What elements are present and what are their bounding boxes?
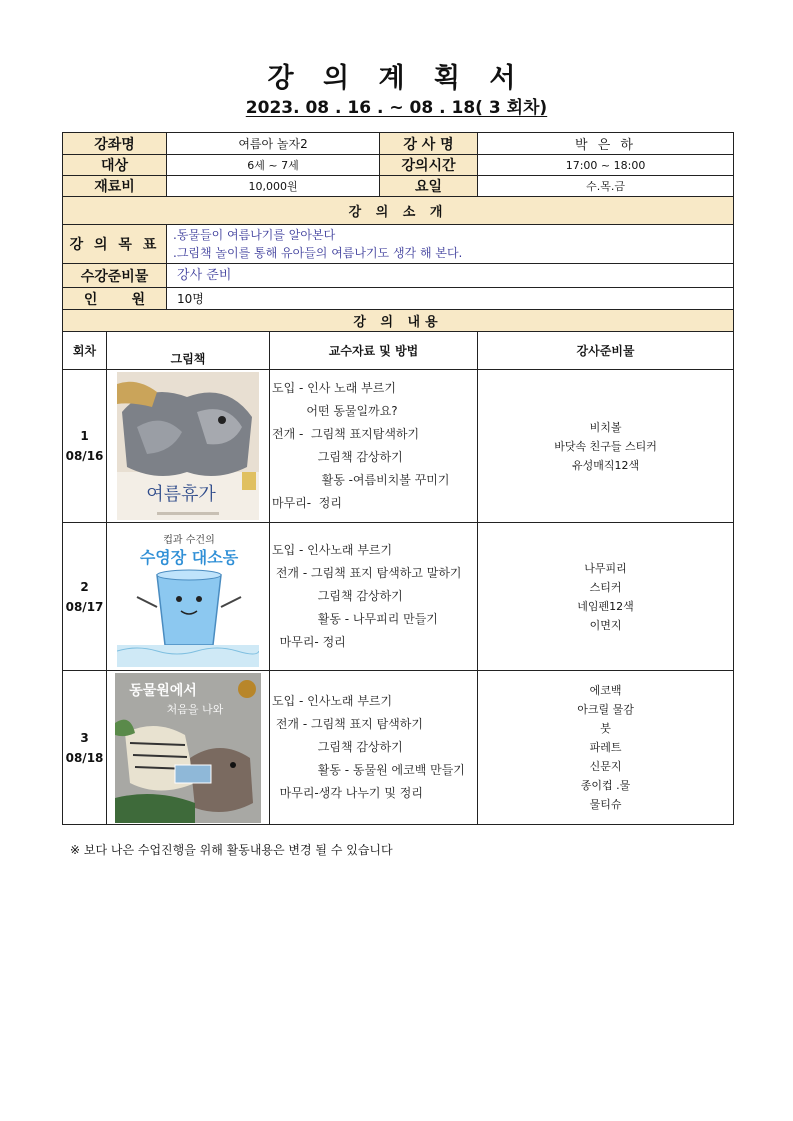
goal-label: 강 의 목 표 — [63, 225, 167, 264]
session-1-book-cell — [107, 370, 270, 523]
session-2-method-1: 도입 - 인사노래 부르기 — [272, 543, 393, 557]
day-value: 수.목.금 — [478, 176, 734, 197]
session-1-date: 08/16 — [65, 449, 104, 463]
session-2-materials — [478, 523, 734, 671]
session-2-material-3: 네임펜12색 — [577, 599, 634, 613]
session-1-material-1: 비치볼 — [589, 420, 622, 434]
fee-label: 재료비 — [63, 176, 167, 197]
count-value: 10명 — [167, 288, 734, 310]
session-2-method-4: 활동 - 나무피리 만들기 — [272, 612, 438, 626]
count-label: 인 원 — [63, 288, 167, 310]
session-1-num: 1 — [80, 429, 89, 443]
fee-value: 10,000원 — [167, 176, 380, 197]
session-1-method-5: 활동 -여름비치볼 꾸미기 — [272, 473, 450, 487]
target-value: 6세 ~ 7세 — [167, 155, 380, 176]
footnote: ※ 보다 나은 수업진행을 위해 활동내용은 변경 될 수 있습니다 — [70, 843, 393, 857]
time-value: 17:00 ~ 18:00 — [478, 155, 734, 176]
session-3-materials — [478, 671, 734, 825]
date-range-text: 2023. 08 . 16 . ~ 08 . 18( 3 회차) — [245, 98, 548, 118]
book-cover-3-image — [115, 673, 261, 823]
session-3-material-3: 붓 — [600, 722, 611, 735]
book-cover-1-title: 여름휴가 — [146, 484, 216, 505]
book-cover-1-image — [117, 372, 259, 520]
plan-table — [62, 132, 734, 825]
session-3-method-5: 마무리-생각 나누기 및 정리 — [272, 786, 423, 800]
book-cover-2-image — [117, 527, 259, 667]
session-1-method-3: 전개 - 그림책 표지탐색하기 — [272, 427, 420, 441]
session-3-method-1: 도입 - 인사노래 부르기 — [272, 694, 393, 708]
session-1-label — [63, 370, 107, 523]
session-1-methods — [270, 370, 478, 523]
session-3-method-2: 전개 - 그림책 표지 탐색하기 — [272, 717, 423, 731]
header-session: 회차 — [63, 332, 107, 370]
header-materials: 강사준비물 — [478, 332, 734, 370]
time-label: 강의시간 — [380, 155, 478, 176]
instructor-label: 강 사 명 — [380, 133, 478, 155]
header-method: 교수자료 및 방법 — [270, 332, 478, 370]
session-1-material-3: 유성매직12색 — [571, 458, 640, 472]
instructor-value: 박 은 하 — [478, 133, 734, 155]
session-3-material-6: 종이컵 .물 — [580, 779, 631, 792]
session-3-book-cell — [107, 671, 270, 825]
session-3-method-4: 활동 - 동물원 에코백 만들기 — [272, 763, 465, 777]
date-range — [0, 93, 793, 118]
session-2-date: 08/17 — [65, 599, 104, 614]
session-1-method-1: 도입 - 인사 노래 부르기 — [272, 381, 396, 395]
book-cover-2-title-1: 컵과 수건의 — [163, 534, 215, 546]
content-section-title: 강 의 내용 — [63, 310, 734, 332]
session-2-material-2: 스티커 — [589, 580, 622, 594]
session-row-1 — [63, 370, 734, 523]
document-title: 강 의 계 획 서 — [267, 63, 526, 94]
session-2-material-1: 나무피리 — [584, 561, 627, 575]
course-label: 강좌명 — [63, 133, 167, 155]
session-2-method-2: 전개 - 그림책 표지 탐색하고 말하기 — [272, 566, 462, 580]
book-cover-2-title-2: 수영장 대소동 — [139, 547, 239, 567]
session-3-material-4: 파레트 — [589, 741, 622, 754]
session-1-materials — [478, 370, 734, 523]
session-2-num: 2 — [80, 579, 89, 594]
session-3-material-2: 아크릴 물감 — [577, 703, 634, 716]
session-1-material-2: 바닷속 친구들 스티커 — [554, 439, 657, 453]
prep-value: 강사 준비 — [167, 264, 734, 288]
session-3-date: 08/18 — [65, 750, 104, 765]
session-row-2 — [63, 523, 734, 671]
goal-line-2: .그림책 놀이를 통해 유아들의 여름나기도 생각 해 본다. — [173, 246, 463, 260]
prep-label: 수강준비물 — [63, 264, 167, 288]
session-row-3 — [63, 671, 734, 825]
session-3-material-5: 신문지 — [589, 760, 622, 773]
session-2-method-3: 그림책 감상하기 — [272, 589, 403, 603]
day-label: 요일 — [380, 176, 478, 197]
session-1-method-6: 마무리- 정리 — [272, 496, 342, 510]
goal-text — [167, 225, 734, 264]
session-2-label — [63, 523, 107, 671]
course-value: 여름아 놀자2 — [167, 133, 380, 155]
session-2-methods — [270, 523, 478, 671]
target-label: 대상 — [63, 155, 167, 176]
session-1-method-2: 어떤 동물일까요? — [272, 404, 398, 418]
session-3-method-3: 그림책 감상하기 — [272, 740, 403, 754]
session-3-methods — [270, 671, 478, 825]
book-cover-3-title-1: 동물원에서 — [129, 682, 197, 699]
session-3-material-7: 물티슈 — [589, 798, 622, 811]
header-book: 그림책 — [107, 332, 270, 370]
book-cover-3-title-2: 처음을 나와 — [166, 702, 224, 716]
session-3-num: 3 — [80, 730, 89, 745]
session-2-method-5: 마무리- 정리 — [272, 635, 346, 649]
session-2-book-cell — [107, 523, 270, 671]
session-3-material-1: 에코백 — [589, 684, 622, 697]
session-1-method-4: 그림책 감상하기 — [272, 450, 403, 464]
session-3-label — [63, 671, 107, 825]
intro-section-title: 강 의 소 개 — [63, 197, 734, 225]
session-2-material-4: 이면지 — [589, 618, 622, 632]
goal-line-1: .동물들이 여름나기를 알아본다 — [173, 228, 336, 242]
